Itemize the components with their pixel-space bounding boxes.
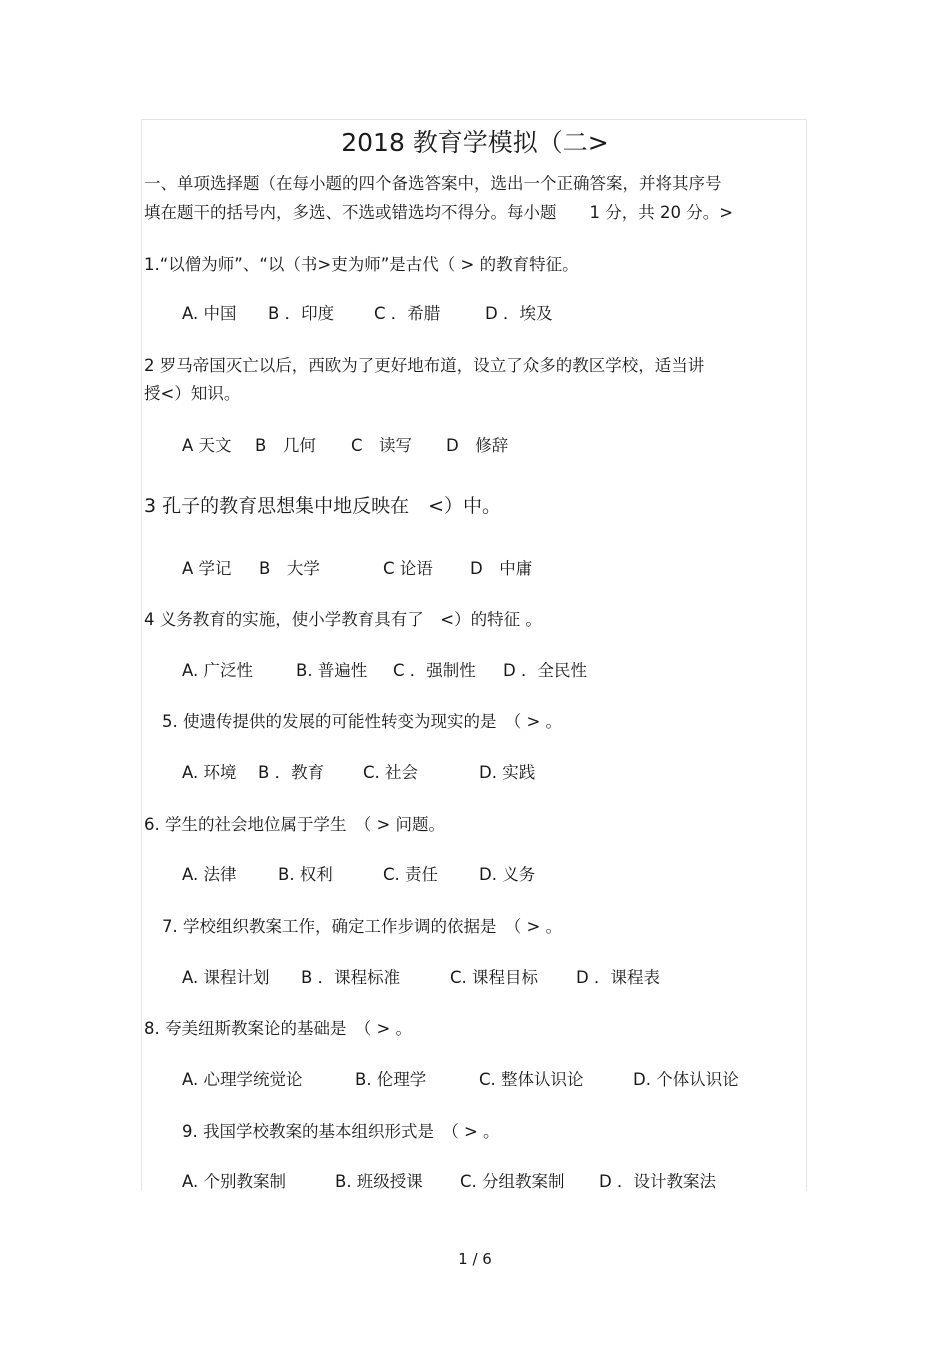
q5-option-b: B ．教育 (258, 763, 325, 782)
q7-option-d: D ．课程表 (576, 968, 660, 987)
q3-option-b: B 大学 (259, 559, 320, 578)
q7-option-b: B ．课程标准 (301, 968, 401, 987)
q9-option-a: A. 个别教案制 (182, 1172, 286, 1191)
q8-option-c: C. 整体认识论 (479, 1070, 584, 1089)
q8-option-b: B. 伦理学 (355, 1070, 427, 1089)
q3-option-a: A 学记 (182, 559, 232, 578)
q2-option-a: A 天文 (182, 436, 232, 455)
q8-option-d: D. 个体认识论 (633, 1070, 739, 1089)
section-heading-line-1: 一、单项选择题（在每小题的四个备选答案中，选出一个正确答案，并将其序号 (144, 174, 722, 193)
page-number: 1 / 6 (458, 1250, 492, 1268)
q4-option-c: C ．强制性 (393, 661, 476, 680)
q6-option-b: B. 权利 (278, 865, 333, 884)
q6-option-a: A. 法律 (182, 865, 237, 884)
question-5: 5. 使遗传提供的发展的可能性转变为现实的是 （ > 。 (162, 712, 563, 731)
q5-option-c: C. 社会 (363, 763, 419, 782)
q4-option-b: B. 普遍性 (296, 661, 368, 680)
q1-option-b: B ．印度 (268, 304, 335, 323)
question-3: 3 孔子的教育思想集中地反映在 <）中。 (144, 495, 502, 517)
question-4: 4 义务教育的实施，使小学教育具有了 <）的特征 。 (144, 610, 542, 629)
q8-option-a: A. 心理学统觉论 (182, 1070, 303, 1089)
q4-option-a: A. 广泛性 (182, 661, 253, 680)
q6-option-d: D. 义务 (479, 865, 536, 884)
question-6: 6. 学生的社会地位属于学生 （ > 问题。 (144, 815, 446, 834)
q1-option-d: D ．埃及 (485, 304, 553, 323)
q1-option-c: C ．希腊 (374, 304, 441, 323)
q7-option-a: A. 课程计划 (182, 968, 270, 987)
q2-option-b: B 几何 (255, 436, 316, 455)
q3-option-d: D 中庸 (470, 559, 533, 578)
section-heading-line-2: 填在题干的括号内，多选、不选或错选均不得分。每小题 1 分，共 20 分。> (144, 203, 734, 222)
question-9: 9. 我国学校教案的基本组织形式是 （ > 。 (182, 1122, 500, 1141)
question-2-line-1: 2 罗马帝国灭亡以后，西欧为了更好地布道，设立了众多的教区学校，适当讲 (144, 356, 705, 375)
document-title: 2018 教育学模拟（二> (341, 128, 609, 157)
q9-option-c: C. 分组教案制 (460, 1172, 565, 1191)
question-1: 1.“以僧为师”、“以（书>吏为师”是古代（ > 的教育特征。 (144, 255, 579, 274)
q9-option-d: D ．设计教案法 (599, 1172, 716, 1191)
q3-option-c: C 论语 (383, 559, 433, 578)
q5-option-a: A. 环境 (182, 763, 237, 782)
question-8: 8. 夸美纽斯教案论的基础是 （ > 。 (144, 1019, 413, 1038)
q7-option-c: C. 课程目标 (450, 968, 539, 987)
q6-option-c: C. 责任 (383, 865, 439, 884)
q4-option-d: D ．全民性 (503, 661, 587, 680)
q1-option-a: A. 中国 (182, 304, 237, 323)
question-7: 7. 学校组织教案工作，确定工作步调的依据是 （ > 。 (162, 917, 563, 936)
q9-option-b: B. 班级授课 (335, 1172, 423, 1191)
q2-option-c: C 读写 (351, 436, 413, 455)
q5-option-d: D. 实践 (479, 763, 536, 782)
question-2-line-2: 授<）知识。 (144, 384, 241, 403)
q2-option-d: D 修辞 (446, 436, 509, 455)
